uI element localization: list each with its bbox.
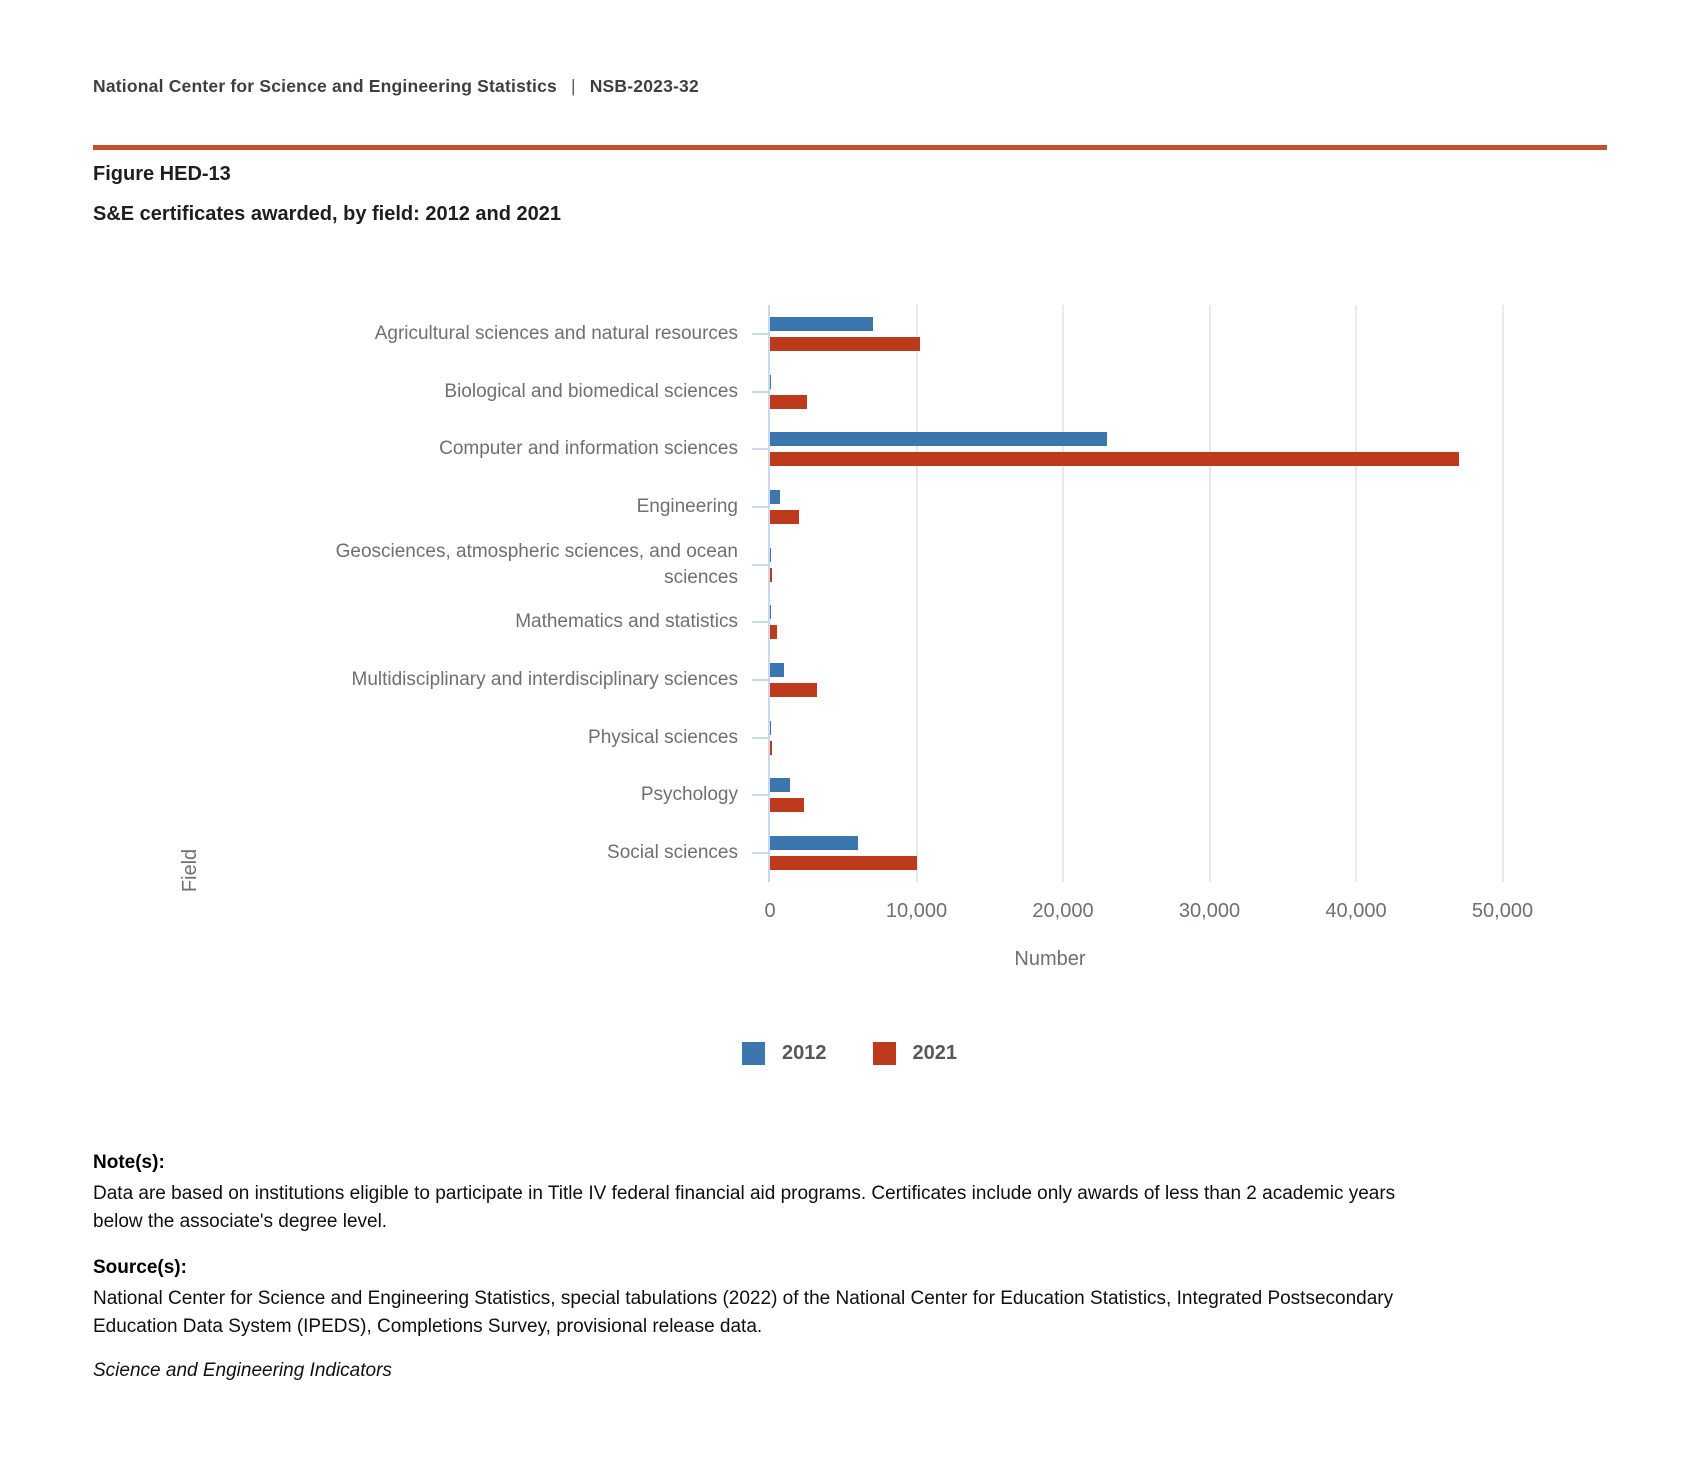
chart-legend bbox=[0, 1042, 1699, 1065]
bar-2012-geosciences-atmospheric-sciences-and-ocean-sciences[interactable] bbox=[770, 548, 771, 562]
category-tick bbox=[752, 448, 769, 450]
notes-heading: Note(s): bbox=[93, 1152, 165, 1173]
category-tick bbox=[752, 621, 769, 623]
bar-2012-psychology[interactable] bbox=[770, 778, 790, 792]
x-tick-label: 10,000 bbox=[885, 900, 948, 922]
category-label-psychology: Psychology bbox=[640, 784, 738, 806]
bar-2021-multidisciplinary-and-interdisciplinary-sciences[interactable] bbox=[770, 683, 817, 697]
category-label-physical-sciences: Physical sciences bbox=[588, 726, 738, 748]
legend-label-2021: 2021 bbox=[912, 1042, 957, 1064]
category-label-agricultural-sciences-and-natural-resources: Agricultural sciences and natural resources bbox=[374, 322, 738, 344]
bar-2021-mathematics-and-statistics[interactable] bbox=[770, 625, 777, 639]
category-tick bbox=[752, 794, 769, 796]
x-tick-label: 50,000 bbox=[1471, 900, 1534, 922]
category-labels bbox=[0, 305, 750, 882]
bar-2021-engineering[interactable] bbox=[770, 510, 799, 524]
category-tick bbox=[752, 391, 769, 393]
gridline-50000 bbox=[1502, 305, 1504, 882]
category-label-geosciences-atmospheric-sciences-and-ocean-sciences: Geosciences, atmospheric sciences, and ocean sciences bbox=[335, 540, 738, 588]
bar-2021-psychology[interactable] bbox=[770, 798, 804, 812]
category-tick bbox=[752, 737, 769, 739]
legend-label-2012: 2012 bbox=[782, 1042, 827, 1064]
legend-item-2012[interactable] bbox=[742, 1042, 827, 1065]
x-tick-label: 30,000 bbox=[1178, 900, 1241, 922]
bar-2012-engineering[interactable] bbox=[770, 490, 780, 504]
category-label-engineering: Engineering bbox=[636, 495, 738, 517]
publication-title: Science and Engineering Indicators bbox=[93, 1360, 392, 1381]
x-tick-label: 40,000 bbox=[1325, 900, 1387, 922]
bar-2012-physical-sciences[interactable] bbox=[770, 721, 771, 735]
x-tick-label: 20,000 bbox=[1032, 900, 1094, 922]
gridline-40000 bbox=[1355, 305, 1357, 882]
plot-area bbox=[770, 305, 1507, 882]
document-number: NSB-2023-32 bbox=[589, 76, 699, 96]
bar-2012-computer-and-information-sciences[interactable] bbox=[770, 432, 1107, 446]
legend-swatch-2012 bbox=[742, 1042, 765, 1065]
category-label-social-sciences: Social sciences bbox=[607, 842, 738, 864]
category-tick bbox=[752, 852, 769, 854]
bar-chart bbox=[0, 270, 1699, 1100]
bar-2012-mathematics-and-statistics[interactable] bbox=[770, 605, 771, 619]
bar-2021-geosciences-atmospheric-sciences-and-ocean-sciences[interactable] bbox=[770, 568, 772, 582]
header-separator: | bbox=[570, 76, 576, 96]
bar-2021-biological-and-biomedical-sciences[interactable] bbox=[770, 395, 807, 409]
gridline-20000 bbox=[1062, 305, 1064, 882]
x-axis-title: Number bbox=[1014, 948, 1086, 970]
x-tick-label: 0 bbox=[764, 900, 776, 922]
notes-text: Data are based on institutions eligible to participate in Title IV federal financial aid programs. Certificates include only awards of less than 2 academic years below the associate's degree level. bbox=[93, 1183, 1396, 1232]
bar-2012-agricultural-sciences-and-natural-resources[interactable] bbox=[770, 317, 873, 331]
category-label-biological-and-biomedical-sciences: Biological and biomedical sciences bbox=[444, 380, 738, 402]
x-axis-labels bbox=[0, 900, 1699, 926]
sources-text: National Center for Science and Engineering Statistics, special tabulations (2022) of the National Center for Education Statistics, Integrated Postsecondary Education Data System (IPEDS), Completions Survey, provisional release data. bbox=[93, 1288, 1394, 1337]
legend-item-2021[interactable] bbox=[873, 1042, 958, 1065]
figure-title: S&E certificates awarded, by field: 2012 and 2021 bbox=[93, 203, 561, 225]
page-header bbox=[93, 76, 699, 97]
gridline-30000 bbox=[1209, 305, 1211, 882]
category-tick bbox=[752, 564, 769, 566]
bar-2012-biological-and-biomedical-sciences[interactable] bbox=[770, 375, 771, 389]
bar-2021-computer-and-information-sciences[interactable] bbox=[770, 452, 1459, 466]
organization-name: National Center for Science and Engineering Statistics bbox=[93, 76, 557, 96]
figure-number: Figure HED-13 bbox=[93, 163, 231, 185]
category-label-computer-and-information-sciences: Computer and information sciences bbox=[439, 438, 738, 460]
category-label-mathematics-and-statistics: Mathematics and statistics bbox=[515, 611, 738, 633]
category-tick bbox=[752, 333, 769, 335]
legend-swatch-2021 bbox=[873, 1042, 896, 1065]
category-label-multidisciplinary-and-interdisciplinary-sciences: Multidisciplinary and interdisciplinary sciences bbox=[351, 669, 738, 691]
bar-2021-physical-sciences[interactable] bbox=[770, 741, 772, 755]
bar-2021-agricultural-sciences-and-natural-resources[interactable] bbox=[770, 337, 920, 351]
bar-2012-social-sciences[interactable] bbox=[770, 836, 858, 850]
category-tick bbox=[752, 679, 769, 681]
accent-rule bbox=[93, 145, 1607, 150]
category-tick bbox=[752, 506, 769, 508]
bar-2012-multidisciplinary-and-interdisciplinary-sciences[interactable] bbox=[770, 663, 784, 677]
bar-2021-social-sciences[interactable] bbox=[770, 856, 917, 870]
gridline-10000 bbox=[916, 305, 918, 882]
sources-heading: Source(s): bbox=[93, 1257, 187, 1278]
y-axis-title-text: Field bbox=[179, 848, 202, 892]
